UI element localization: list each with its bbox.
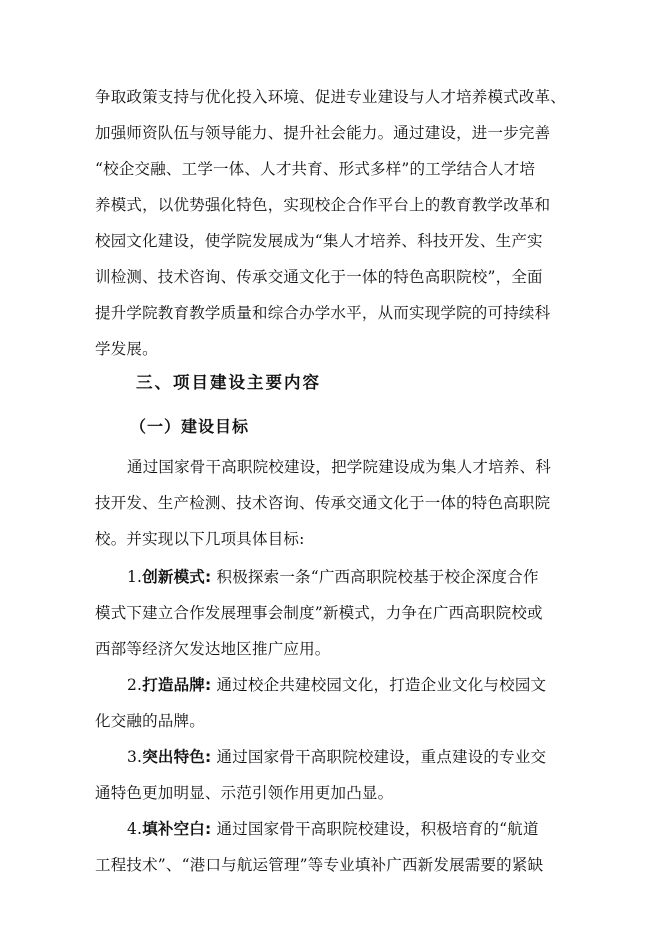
goal-label: 填补空白: — [142, 820, 212, 838]
text-line: 学发展。 — [95, 340, 158, 358]
goal-number: 1. — [127, 568, 143, 586]
text-line: 技开发、生产检测、技术咨询、传承交通文化于一体的特色高职院 — [95, 494, 551, 512]
text-line: 争取政策支持与优化投入环境、促进专业建设与人才培养模式改革、 — [95, 88, 567, 106]
text-line: 养模式，以优势强化特色，实现校企合作平台上的教育教学改革和 — [95, 196, 551, 214]
goal-first-line — [127, 566, 539, 588]
goal-text: 通过国家骨干高职院校建设，重点建设的专业交 — [211, 748, 547, 766]
goal-number: 2. — [127, 676, 143, 694]
text-line: 提升学院教育教学质量和综合办学水平，从而实现学院的可持续科 — [95, 304, 551, 322]
goal-label: 创新模式: — [142, 568, 212, 586]
text-line: “校企交融、工学一体、人才共育、形式多样”的工学结合人才培 — [95, 160, 536, 178]
text-line: 化交融的品牌。 — [95, 712, 205, 730]
text-line: 工程技术”、“港口与航运管理”等专业填补广西新发展需要的紧缺 — [95, 856, 544, 874]
text-line: 训检测、技术咨询、传承交通文化于一体的特色高职院校”，全面 — [95, 268, 543, 286]
text-line: 模式下建立合作发展理事会制度”新模式，力争在广西高职院校或 — [95, 604, 543, 622]
goal-first-line — [127, 818, 539, 840]
subsection-heading: （一）建设目标 — [130, 417, 250, 436]
text-line: 校园文化建设，使学院发展成为“集人才培养、科技开发、生产实 — [95, 232, 543, 250]
goal-number: 4. — [127, 820, 143, 838]
text-line: 通特色更加明显、示范引领作用更加凸显。 — [95, 784, 394, 802]
goal-first-line — [127, 746, 546, 768]
text-line: 通过国家骨干高职院校建设，把学院建设成为集人才培养、科 — [127, 458, 551, 476]
goal-first-line — [127, 674, 546, 696]
goal-text: 积极探索一条“广西高职院校基于校企深度合作 — [211, 568, 539, 586]
text-line: 加强师资队伍与领导能力、提升社会能力。通过建设，进一步完善 — [95, 124, 551, 142]
goal-text: 通过国家骨干高职院校建设，积极培育的“航道 — [211, 820, 539, 838]
section-heading: 三、项目建设主要内容 — [136, 373, 321, 392]
goal-label: 突出特色: — [142, 748, 212, 766]
goal-number: 3. — [127, 748, 143, 766]
goal-text: 通过校企共建校园文化，打造企业文化与校园文 — [211, 676, 547, 694]
text-line: 西部等经济欠发达地区推广应用。 — [95, 640, 331, 658]
text-line: 校。并实现以下几项具体目标: — [95, 530, 305, 548]
goal-label: 打造品牌: — [142, 676, 212, 694]
